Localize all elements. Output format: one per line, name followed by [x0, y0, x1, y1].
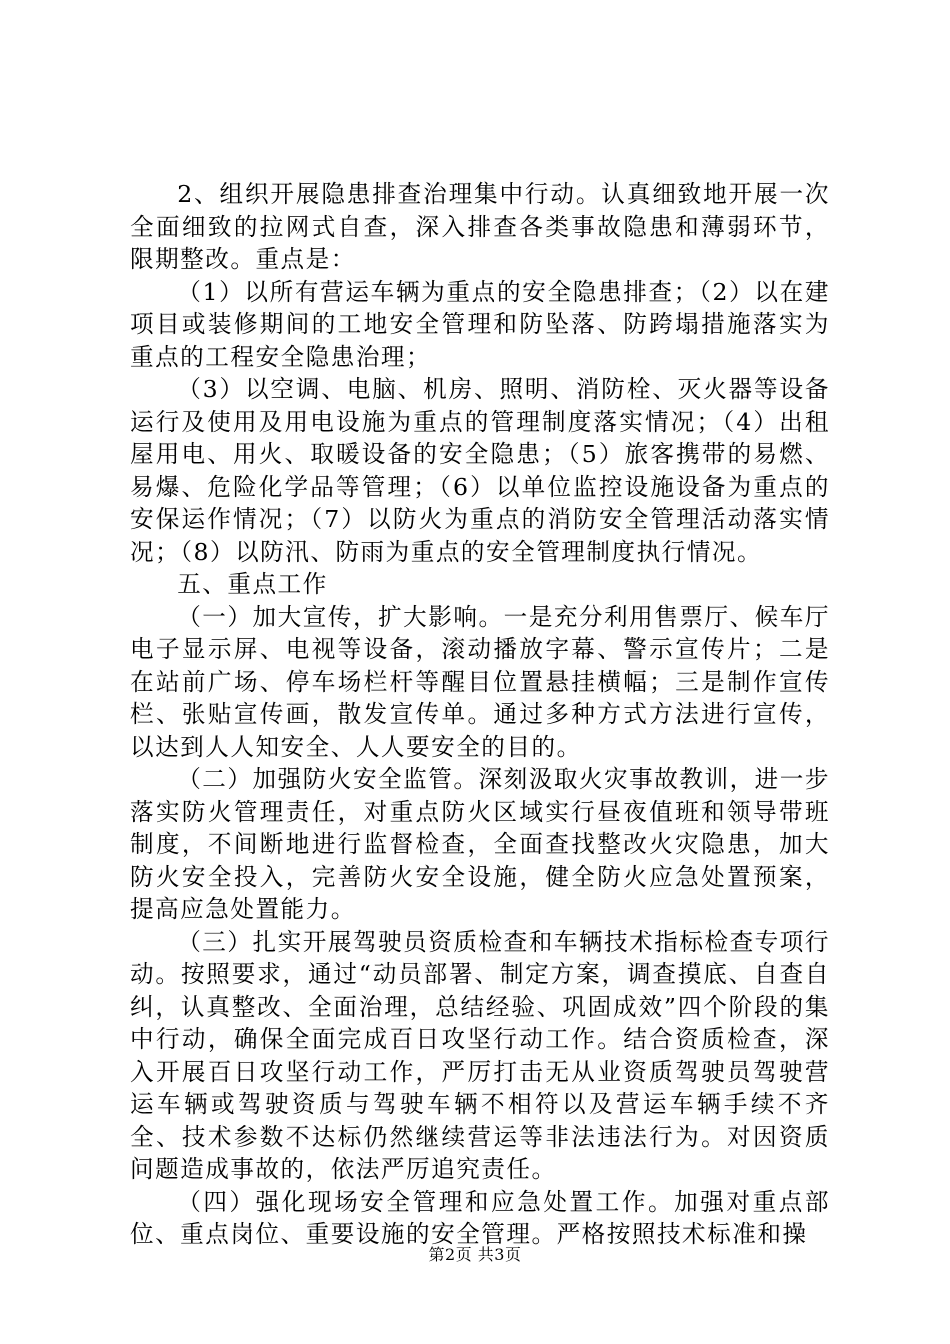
paragraph-focus-1-2: （1）以所有营运车辆为重点的安全隐患排查；（2）以在建项目或装修期间的工地安全管理和防坠落、防跨塌措施落实为重点的工程安全隐患治理；	[130, 277, 830, 371]
paragraph-driver-qualification: （三）扎实开展驾驶员资质检查和车辆技术指标检查专项行动。按照要求，通过“动员部署、制定方案，调查摸底、自查自纠，认真整改、全面治理，总结经验、巩固成效”四个阶段的集中行动，确保全面完成百日攻坚行动工作。结合资质检查，深入开展百日攻坚行动工作，严厉打击无从业资质驾驶员驾驶营运车辆或驾驶资质与驾驶车辆不相符以及营运车辆手续不齐全、技术参数不达标仍然继续营运等非法违法行为。对因资质问题造成事故的，依法严厉追究责任。	[130, 927, 830, 1183]
page-footer: 第2页 共3页	[428, 1245, 522, 1264]
paragraph-publicity: （一）加大宣传，扩大影响。一是充分利用售票厅、候车厅电子显示屏、电视等设备，滚动播放字幕、警示宣传片；二是在站前广场、停车场栏杆等醒目位置悬挂横幅；三是制作宣传栏、张贴宣传画，散发宣传单。通过多种方式方法进行宣传，以达到人人知安全、人人要安全的目的。	[130, 602, 830, 761]
paragraph-focus-3-8: （3）以空调、电脑、机房、照明、消防栓、灭火器等设备运行及使用及用电设施为重点的管理制度落实情况；（4）出租屋用电、用火、取暖设备的安全隐患；（5）旅客携带的易燃、易爆、危险化学品等管理；（6）以单位监控设施设备为重点的安保运作情况；（7）以防火为重点的消防安全管理活动落实情况；（8）以防汛、防雨为重点的安全管理制度执行情况。	[130, 375, 830, 566]
paragraph-site-safety: （四）强化现场安全管理和应急处置工作。加强对重点部位、重点岗位、重要设施的安全管理。严格按照技术标准和操	[130, 1187, 830, 1248]
paragraph-item-2-inspection: 2、组织开展隐患排查治理集中行动。认真细致地开展一次全面细致的拉网式自查，深入排查各类事故隐患和薄弱环节，限期整改。重点是：	[130, 180, 830, 273]
section-heading-key-work: 五、重点工作	[177, 570, 328, 598]
paragraph-fire-safety: （二）加强防火安全监管。深刻汲取火灾事故教训，进一步落实防火管理责任，对重点防火区域实行昼夜值班和领导带班制度，不间断地进行监督检查，全面查找整改火灾隐患，加大防火安全投入，完善防火安全设施，健全防火应急处置预案，提高应急处置能力。	[130, 765, 830, 923]
document-body	[130, 178, 830, 1251]
